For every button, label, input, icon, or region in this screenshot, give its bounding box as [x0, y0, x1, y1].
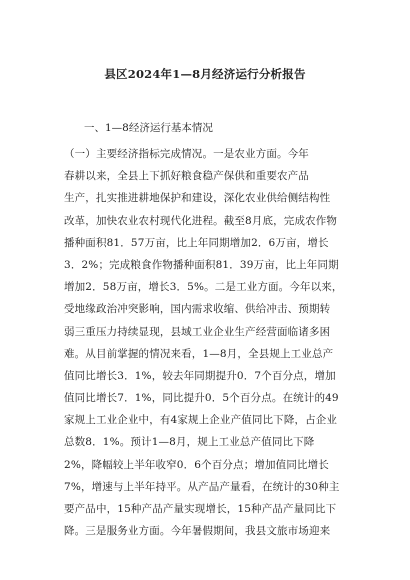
text-line: 改革，加快农业农村现代化进程。截至8月底，完成农作物 — [64, 214, 338, 227]
text-line: 3．2%；完成粮食作物播种面积81．39万亩，比上年同期 — [64, 258, 339, 271]
text-line: 增加2．58万亩，增长3．5%。二是工业方面。今年以来， — [64, 281, 343, 294]
text-line: 家规上工业企业中，有4家规上企业产值同比下降，占企业 — [64, 414, 338, 427]
text-line: （一）主要经济指标完成情况。一是农业方面。今年 — [64, 148, 309, 160]
text-line: 弱三重压力持续显现，县域工业企业生产经营面临诸多困 — [64, 325, 331, 338]
text-line: 总数8．1%。预计1—8月，规上工业总产值同比下降 — [64, 436, 315, 449]
text-line: 7%，增速与上半年持平。从产品产量看，在统计的30种主 — [64, 480, 340, 493]
text-line: 值同比增长7．1%，同比提升0．5个百分点。在统计的49 — [64, 392, 339, 405]
document-title: 县区2024年1—8月经济运行分析报告 — [104, 67, 306, 81]
text-line: 受地缘政治冲突影响，国内需求收缩、供给冲击、预期转 — [64, 303, 331, 316]
text-line: 生产，扎实推进耕地保护和建设，深化农业供给侧结构性 — [64, 192, 331, 205]
text-line: 2%，降幅较上半年收窄0．6个百分点；增加值同比增长 — [64, 458, 329, 471]
text-line: 春耕以来，全县上下抓好粮食稳产保供和重要农产品 — [64, 170, 309, 183]
body-text — [64, 143, 364, 542]
text-line: 难。从目前掌握的情况来看，1—8月，全县规上工业总产 — [64, 347, 334, 360]
text-line: 播种面积81．57万亩，比上年同期增加2．6万亩，增长 — [64, 236, 329, 249]
text-line: 降。三是服务业方面。今年暑假期间，我县文旅市场迎来 — [64, 525, 331, 538]
text-line: 要产品中，15种产品产量实现增长，15种产品产量同比下 — [64, 503, 337, 515]
section-heading: 一、1—8经济运行基本情况 — [84, 122, 213, 134]
text-line: 值同比增长3．1%，较去年同期提升0．7个百分点，增加 — [64, 369, 336, 382]
